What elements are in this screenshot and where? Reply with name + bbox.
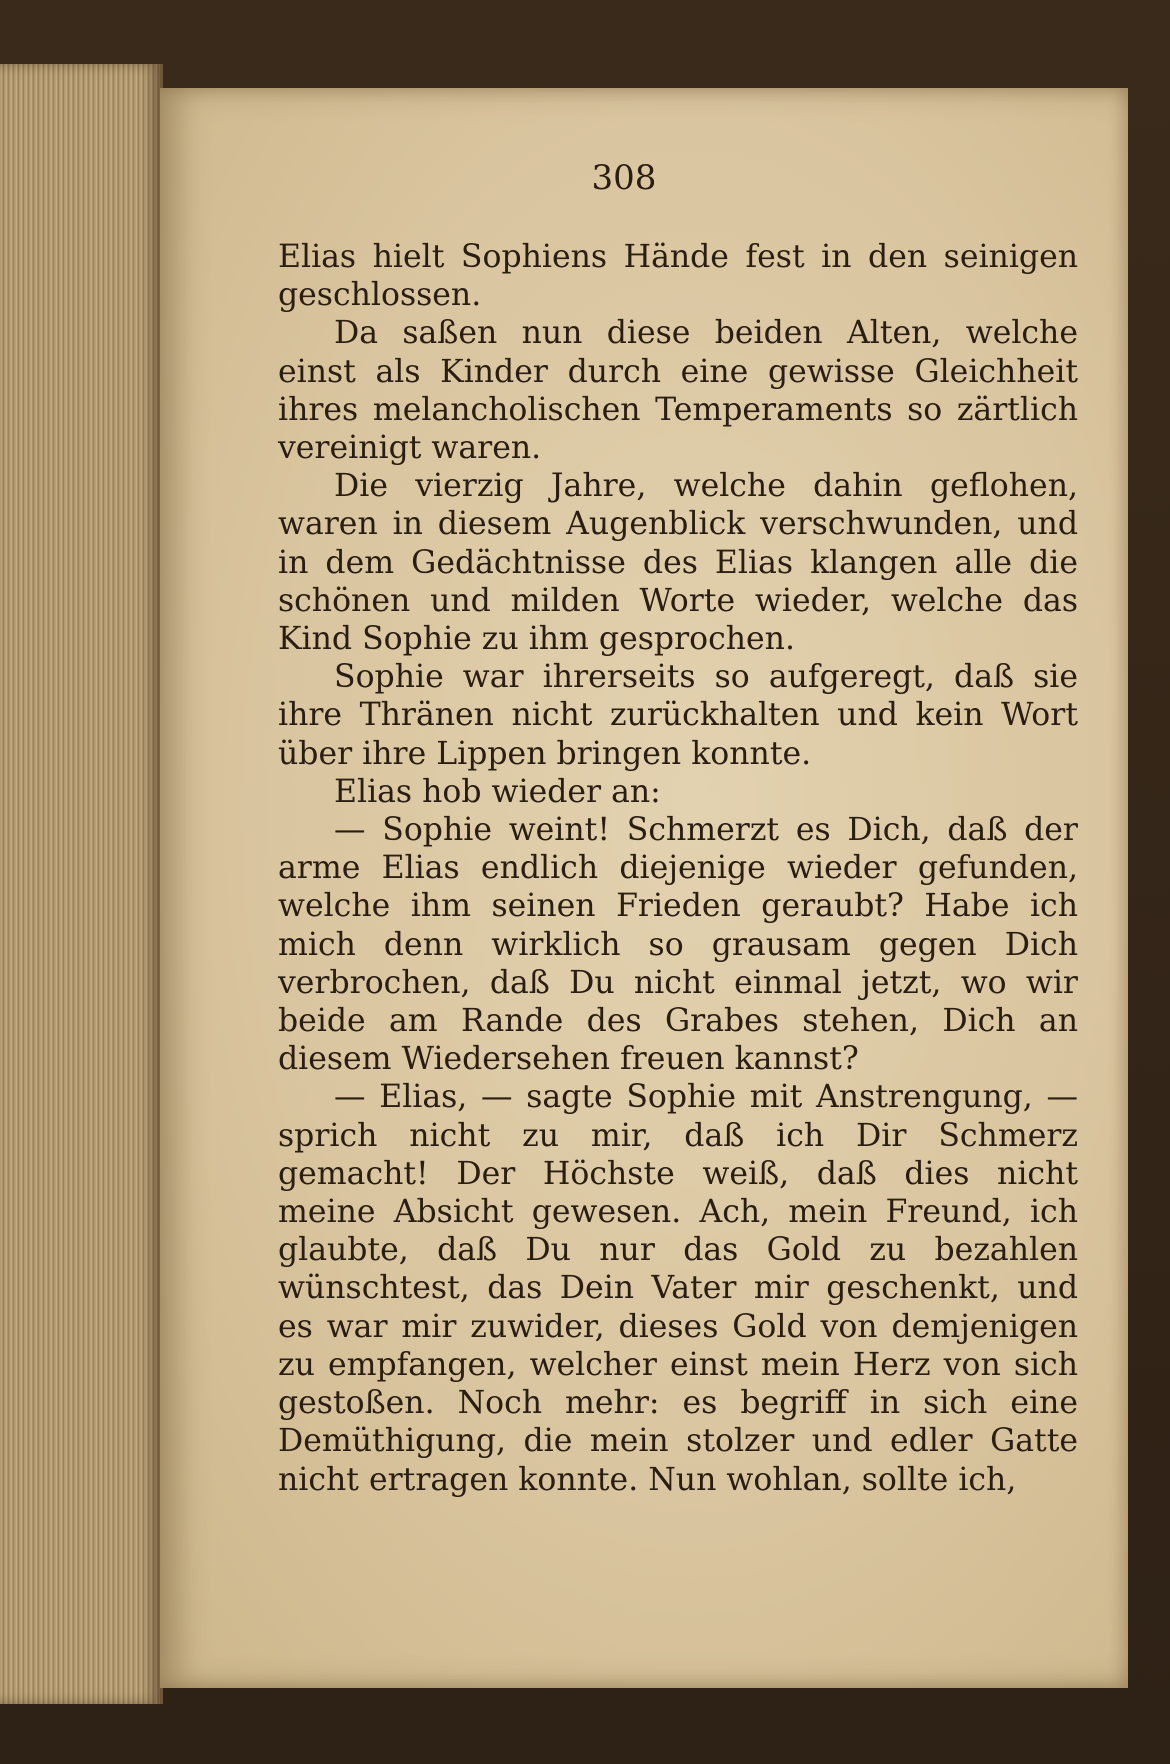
paragraph-4: Sophie war ihrerseits so aufgeregt, daß sie ihre Thränen nicht zurückhalten und kein Wort über ihre Lippen bringen konnte. [278,659,1078,772]
page-edges [0,64,163,1704]
page-text [278,238,1078,1499]
paragraph-7: — Elias, — sagte Sophie mit Anstrengung, — sprich nicht zu mir, daß ich Dir Schmerz gemacht! Der Höchste weiß, daß dies nicht meine Absicht gewesen. Ach, mein Freund, ich glaubte, daß Du nur das Gold zu bezahlen wünschtest, das Dein Vater mir geschenkt, und es war mir zuwider, dieses Gold von demjenigen zu empfangen, welcher einst mein Herz von sich gestoßen. Noch mehr: es begriff in sich eine Demüthigung, die mein stolzer und edler Gatte nicht ertragen konnte. Nun wohlan, sollte ich, [278,1079,1078,1498]
paragraph-1: Elias hielt Sophiens Hände fest in den seinigen geschlossen. [278,239,1078,314]
paragraph-6: — Sophie weint! Schmerzt es Dich, daß der arme Elias endlich diejenige wieder gefunden, welche ihm seinen Frieden geraubt? Habe ich mich denn wirklich so grausam gegen Dich verbrochen, daß Du nicht einmal jetzt, wo wir beide am Rande des Grabes stehen, Dich an diesem Wiedersehen freuen kannst? [278,812,1078,1078]
book-page [160,88,1128,1688]
page-number: 308 [591,158,657,198]
paragraph-2: Da saßen nun diese beiden Alten, welche einst als Kinder durch eine gewisse Gleichheit ihres melancholischen Temperaments so zärtlich vereinigt waren. [278,315,1078,467]
paragraph-3: Die vierzig Jahre, welche dahin geflohen, waren in diesem Augenblick verschwunden, und in dem Gedächtnisse des Elias klangen alle die schönen und milden Worte wieder, welche das Kind Sophie zu ihm gesprochen. [278,468,1078,658]
paragraph-5: Elias hob wieder an: [334,773,661,810]
